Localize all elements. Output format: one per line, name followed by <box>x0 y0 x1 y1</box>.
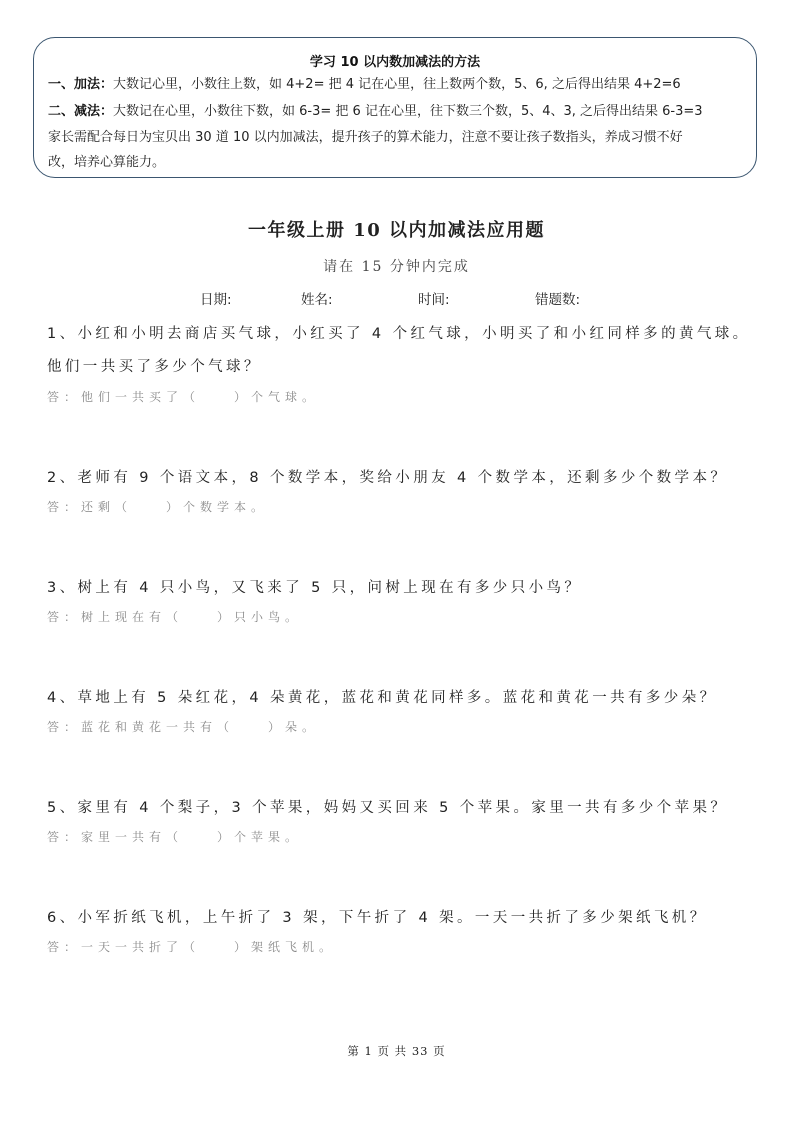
date-label: 日期: <box>200 292 232 308</box>
answer-1: 答：他们一共买了（ ）个气球。 <box>47 390 320 404</box>
answer-6: 答：一天一共折了（ ）架纸飞机。 <box>47 940 337 954</box>
subtraction-text: 大数记在心里，小数往下数，如 6-3= 把 6 记在心里，往下数三个数，5、4、3, 之后得出结果 6-3=3 <box>113 104 703 119</box>
question-3: 3、树上有 4 只小鸟，又飞来了 5 只，问树上现在有多少只小鸟？ <box>47 580 583 596</box>
subtraction-label: 二、减法： <box>48 104 114 119</box>
addition-tip <box>48 73 748 92</box>
answer-4: 答：蓝花和黄花一共有（ ）朵。 <box>47 720 320 734</box>
page-subtitle: 请在 15 分钟内完成 <box>323 259 470 275</box>
tips-title: 学习 10 以内数加减法的方法 <box>309 55 481 70</box>
parent-note-line1: 家长需配合每日为宝贝出 30 道 10 以内加减法，提升孩子的算术能力，注意不要让孩子数指头，养成习惯不好 <box>48 130 683 145</box>
subtraction-tip <box>48 100 748 119</box>
name-label: 姓名: <box>301 292 333 308</box>
errors-label: 错题数: <box>535 292 581 308</box>
question-1-line1: 1、小红和小明去商店买气球，小红买了 4 个红气球，小明买了和小红同样多的黄气球。 <box>47 326 751 342</box>
question-6: 6、小军折纸飞机，上午折了 3 架，下午折了 4 架。一天一共折了多少架纸飞机？ <box>47 910 708 926</box>
question-2: 2、老师有 9 个语文本，8 个数学本，奖给小朋友 4 个数学本，还剩多少个数学本？ <box>47 470 729 486</box>
page-title: 一年级上册 10 以内加减法应用题 <box>247 220 546 241</box>
page-footer: 第 1 页 共 33 页 <box>347 1044 446 1058</box>
answer-2: 答：还剩（ ）个数学本。 <box>47 500 269 514</box>
question-4: 4、草地上有 5 朵红花，4 朵黄花，蓝花和黄花同样多。蓝花和黄花一共有多少朵？ <box>47 690 718 706</box>
answer-3: 答：树上现在有（ ）只小鸟。 <box>47 610 303 624</box>
addition-text: 大数记心里，小数往上数，如 4+2= 把 4 记在心里，往上数两个数，5、6, 之后得出结果 4+2=6 <box>113 77 681 92</box>
time-label: 时间: <box>418 292 450 308</box>
parent-note-line2: 改，培养心算能力。 <box>48 155 166 170</box>
question-5: 5、家里有 4 个梨子，3 个苹果，妈妈又买回来 5 个苹果。家里一共有多少个苹果？ <box>47 800 729 816</box>
tips-box <box>33 37 757 178</box>
addition-label: 一、加法： <box>48 77 114 92</box>
question-1-line2: 他们一共买了多少个气球？ <box>47 359 262 375</box>
answer-5: 答：家里一共有（ ）个苹果。 <box>47 830 303 844</box>
